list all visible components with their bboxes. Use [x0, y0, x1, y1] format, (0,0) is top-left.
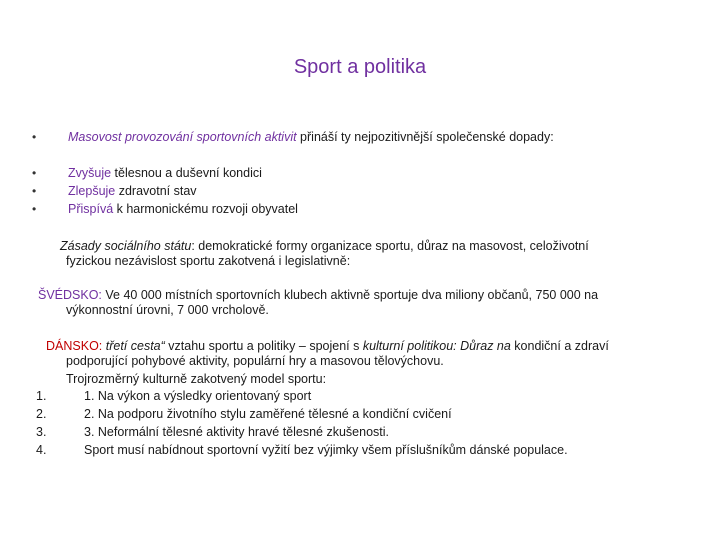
effect-text: tělesnou a duševní kondici [111, 166, 262, 180]
intro-highlight: Masovost provozování sportovních aktivit [68, 130, 297, 144]
list-number: 2. [36, 407, 47, 421]
effect-verb: Přispívá [68, 202, 114, 216]
denmark-line-1 [46, 338, 609, 354]
sweden-text: Ve 40 000 místních sportovních klubech aktivně sportuje dva miliony občanů, 750 000 na [101, 288, 599, 302]
denmark-text-end: kondiční a zdraví [510, 339, 609, 353]
sweden-line-2: výkonnostní úrovni, 7 000 vrcholově. [66, 303, 269, 317]
list-item: 3. Neformální tělesné aktivity hravé tělesné zkušenosti. [84, 425, 390, 439]
bullet-icon: • [32, 202, 37, 216]
intro-line [68, 129, 554, 145]
principles-line-2: fyzickou nezávislost sportu zakotvená i legislativně: [66, 254, 351, 268]
list-item: 2. Na podporu životního stylu zaměřené tělesné a kondiční cvičení [84, 407, 452, 421]
effect-text: zdravotní stav [115, 184, 197, 198]
denmark-culture-policy: kulturní politikou: Důraz na [362, 339, 511, 353]
effect-item [68, 201, 298, 217]
denmark-third-way: třetí cesta“ [102, 339, 165, 353]
bullet-icon: • [32, 184, 37, 198]
bullet-icon: • [32, 130, 37, 144]
effect-text: k harmonickému rozvoji obyvatel [113, 202, 298, 216]
list-number: 1. [36, 389, 47, 403]
list-number: 3. [36, 425, 47, 439]
list-item: Sport musí nabídnout sportovní vyžití bez výjimky všem příslušníkům dánské populace. [84, 443, 568, 457]
effect-item [68, 165, 262, 181]
sweden-label: ŠVÉDSKO: [38, 288, 102, 302]
bullet-icon: • [32, 166, 37, 180]
principles-label: Zásady sociálního státu [60, 239, 192, 253]
denmark-line-3: Trojrozměrný kulturně zakotvený model sportu: [66, 372, 327, 386]
effect-item [68, 183, 197, 199]
sweden-line-1 [38, 287, 598, 303]
effect-verb: Zvyšuje [68, 166, 112, 180]
principles-line-1 [60, 238, 589, 254]
slide-title: Sport a politika [293, 56, 427, 78]
list-number: 4. [36, 443, 47, 457]
effect-verb: Zlepšuje [68, 184, 116, 198]
principles-text: : demokratické formy organizace sportu, důraz na masovost, celoživotní [191, 239, 589, 253]
denmark-label: DÁNSKO: [46, 339, 103, 353]
list-item: 1. Na výkon a výsledky orientovaný sport [84, 389, 312, 403]
denmark-text: vztahu sportu a politiky – spojení s [164, 339, 363, 353]
denmark-line-2: podporující pohybové aktivity, populární hry a masovou tělovýchovu. [66, 354, 444, 368]
intro-rest: přináší ty nejpozitivnější společenské dopady: [296, 130, 554, 144]
